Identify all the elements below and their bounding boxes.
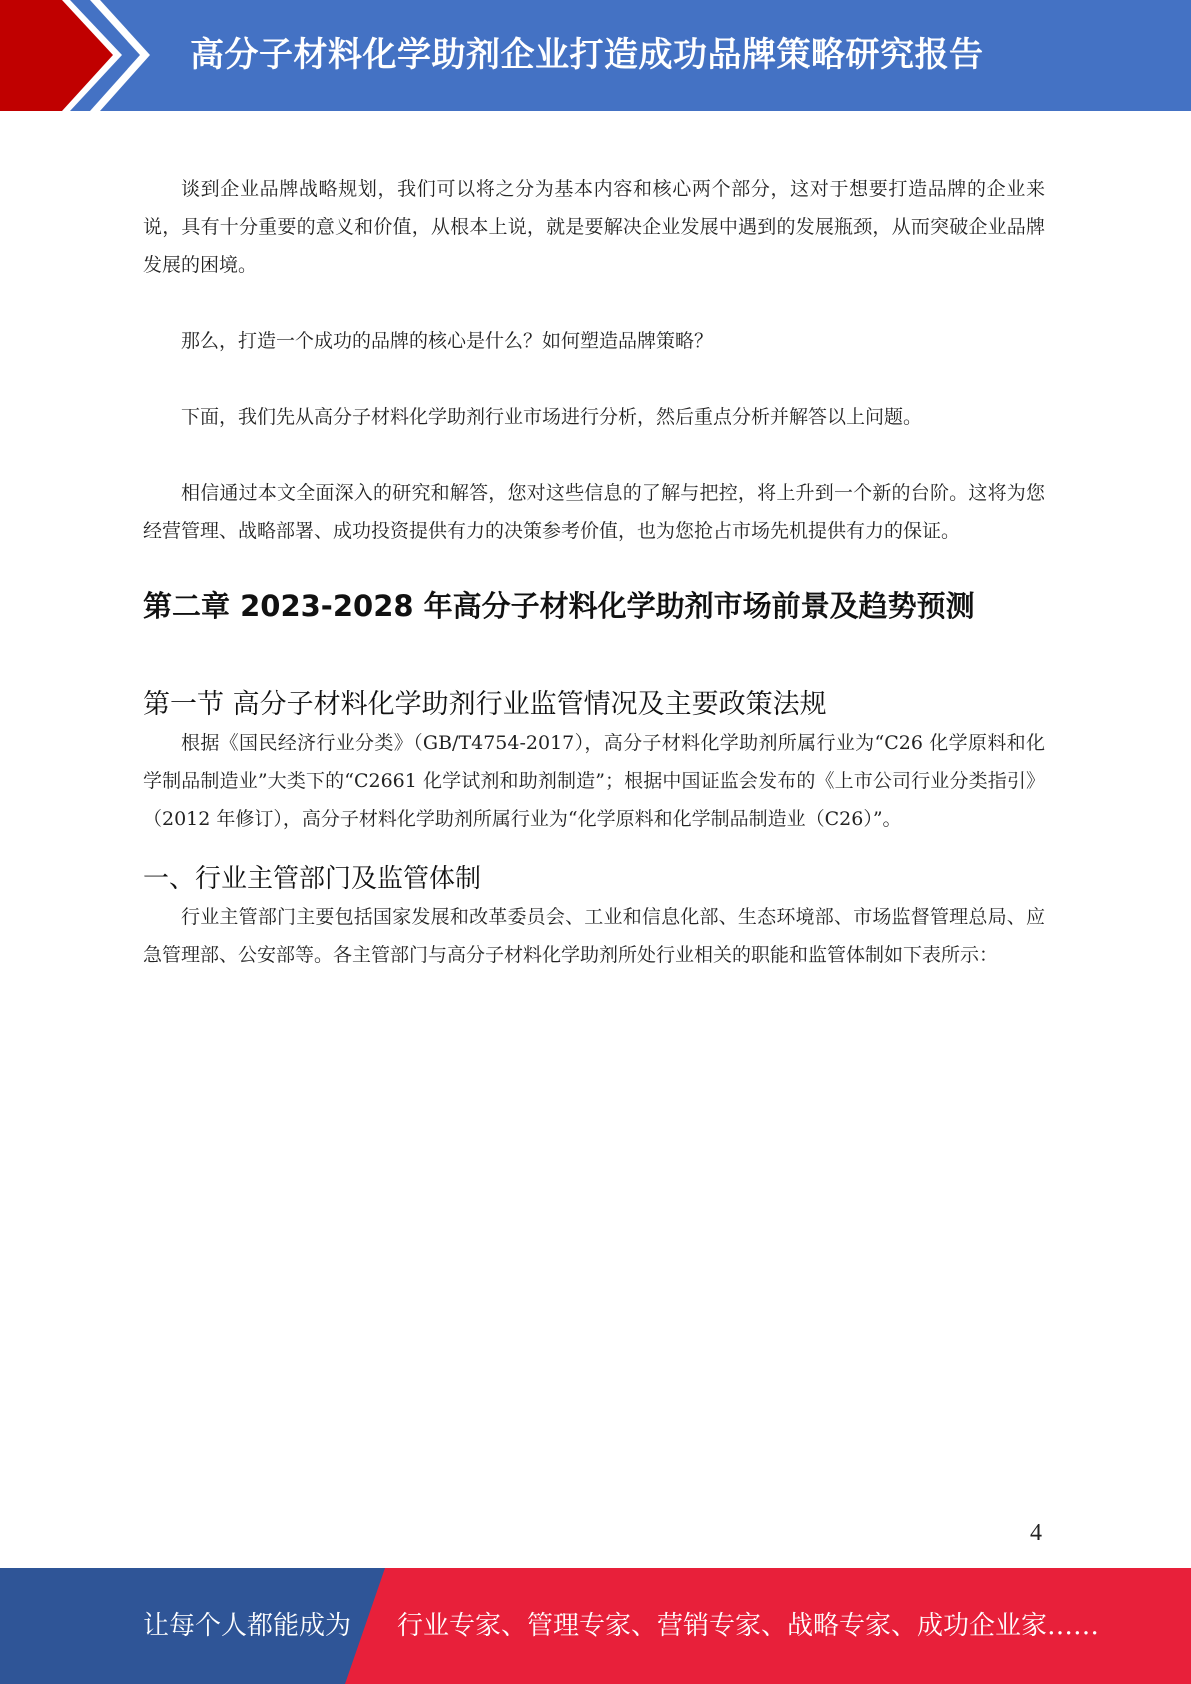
intro-paragraph-2: 那么，打造一个成功的品牌的核心是什么？如何塑造品牌策略？ [181,330,714,352]
main-content [143,170,1045,974]
subsection-paragraph-1: 行业主管部门主要包括国家发展和改革委员会、工业和信息化部、生态环境部、市场监督管理总局、应急管理部、公安部等。各主管部门与高分子材料化学助剂所处行业相关的职能和监管体制如下表所示： [143,906,1045,966]
chapter-title: 第二章 2023-2028 年高分子材料化学助剂市场前景及趋势预测 [143,589,975,623]
intro-paragraph-4: 相信通过本文全面深入的研究和解答，您对这些信息的了解与把控，将上升到一个新的台阶。这将为您经营管理、战略部署、成功投资提供有力的决策参考价值，也为您抢占市场先机提供有力的保证。 [143,482,1045,542]
page-header [0,0,1191,111]
footer-slogan-right: 行业专家、管理专家、营销专家、战略专家、成功企业家…… [397,1611,1100,1641]
intro-paragraph-1: 谈到企业品牌战略规划，我们可以将之分为基本内容和核心两个部分，这对于想要打造品牌的企业来说，具有十分重要的意义和价值，从根本上说，就是要解决企业发展中遇到的发展瓶颈，从而突破企业品牌发展的困境。 [143,178,1045,276]
header-arrow-decoration [0,0,200,111]
header-title: 高分子材料化学助剂企业打造成功品牌策略研究报告 [190,35,984,75]
intro-paragraph-3: 下面，我们先从高分子材料化学助剂行业市场进行分析，然后重点分析并解答以上问题。 [181,406,923,428]
page-number: 4 [1030,1520,1042,1546]
section-paragraph-1: 根据《国民经济行业分类》（GB/T4754-2017），高分子材料化学助剂所属行业为“C26 化学原料和化学制品制造业”大类下的“C2661 化学试剂和助剂制造”；根据中国证监会发布的《上市公司行业分类指引》（2012 年修订），高分子材料化学助剂所属行业为“化学原料和化学制品制造业（C26）”。 [143,732,1045,830]
page-footer [0,1568,1191,1684]
subsection-title: 一、行业主管部门及监管体制 [143,864,482,894]
section-title: 第一节 高分子材料化学助剂行业监管情况及主要政策法规 [143,689,827,720]
footer-slogan-left: 让每个人都能成为 [143,1611,352,1641]
